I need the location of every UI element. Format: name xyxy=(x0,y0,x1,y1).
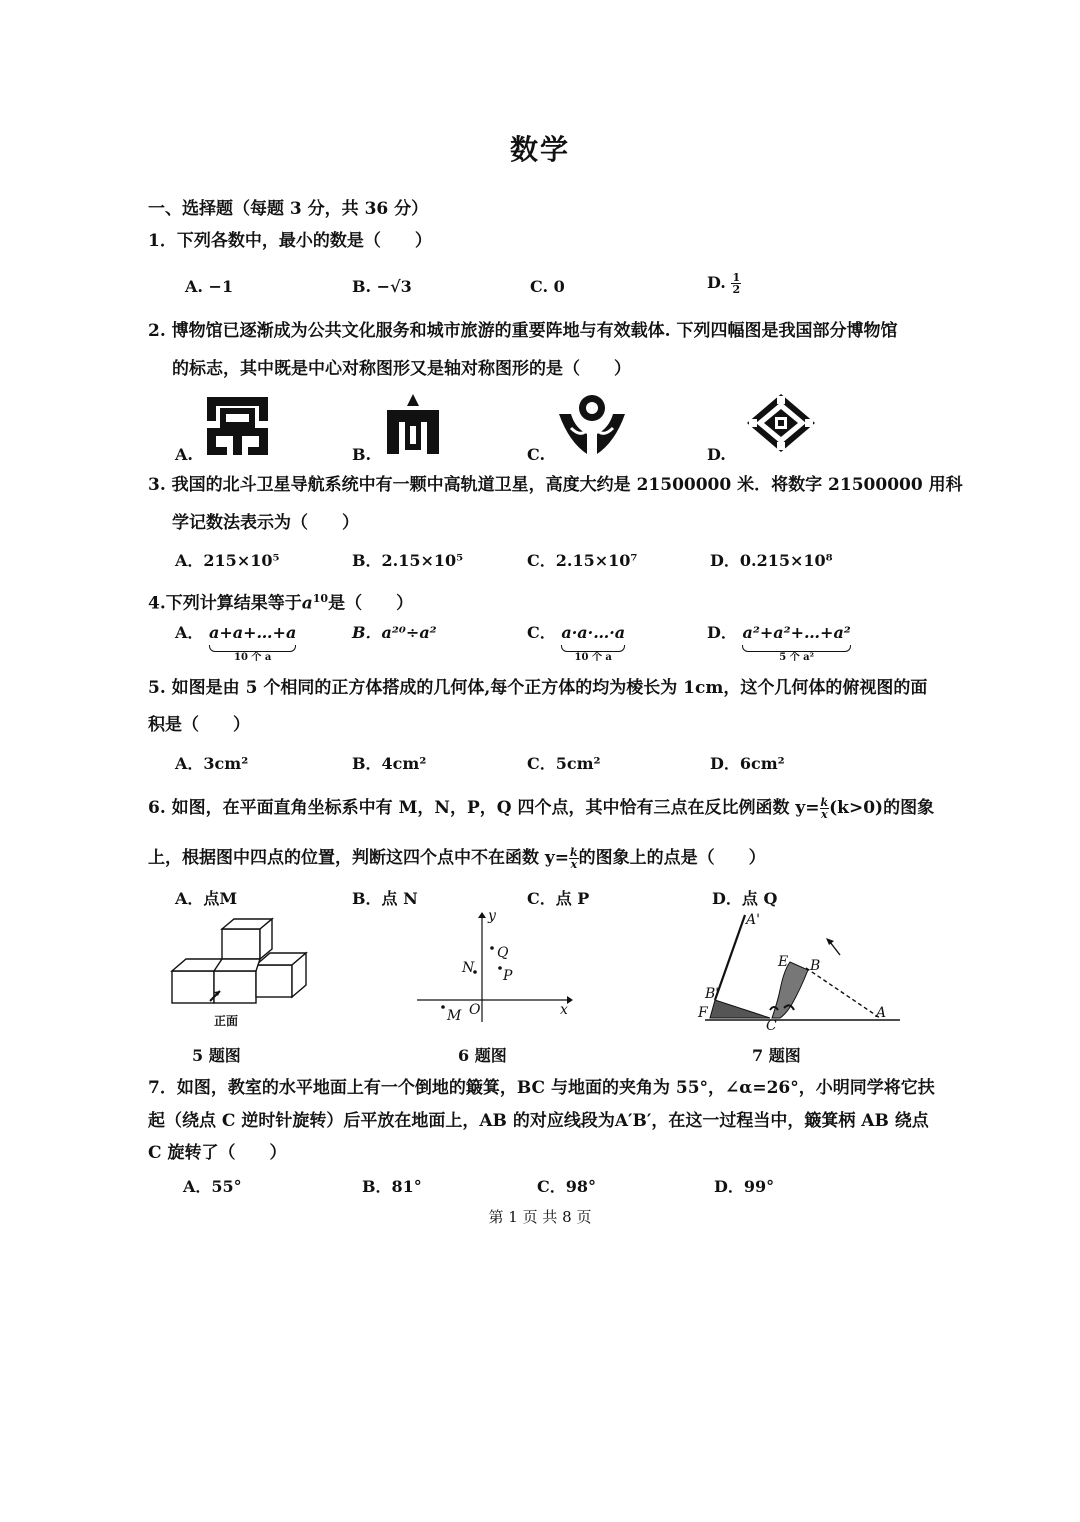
question-7-line-1: 7．如图，教室的水平地面上有一个倒地的簸箕，BC 与地面的夹角为 55°，∠α=26°，小明同学将它扶 xyxy=(148,1078,935,1098)
q4-c-label: C． xyxy=(527,623,556,642)
q3-option-c: C．2.15×10⁷ xyxy=(527,551,638,570)
q5-option-c: C．5cm² xyxy=(527,754,601,773)
figure-5-front-label: 正面 xyxy=(214,1014,239,1028)
q7-option-b: B．81° xyxy=(362,1177,422,1196)
question-6-line-1 xyxy=(148,797,948,820)
question-5-line-2: 积是（ ） xyxy=(148,715,250,735)
q2-option-d: D. xyxy=(707,445,726,464)
q6-line1-suffix: (k>0)的图象 xyxy=(829,798,935,818)
q4-option-d xyxy=(707,622,851,664)
q2-option-c: C. xyxy=(527,445,546,464)
q4-d-subscript: 5 个 a² xyxy=(779,652,815,663)
q4-option-a xyxy=(175,622,296,664)
point-p xyxy=(498,966,502,970)
fig6-origin-label: O xyxy=(469,1002,481,1018)
question-1-stem: 1．下列各数中，最小的数是（ ） xyxy=(148,231,432,251)
q4-c-expression: a·a·…·a xyxy=(561,623,626,642)
fig7-point-a-label: A xyxy=(876,1005,887,1021)
q6-line2-prefix: 上，根据图中四点的位置，判断这四个点中不在函数 y= xyxy=(148,848,570,868)
q6-line1-denominator: x xyxy=(821,808,828,821)
q6-line1-prefix: 6. 如图，在平面直角坐标系中有 M，N，P，Q 四个点，其中恰有三点在反比例函数 y= xyxy=(148,798,820,818)
museum-logo-d xyxy=(745,392,817,454)
q1-option-c: C. 0 xyxy=(530,277,565,296)
q6-line1-fraction xyxy=(820,797,830,820)
q3-option-d: D．0.215×10⁸ xyxy=(710,551,833,570)
figure-5-caption: 5 题图 xyxy=(192,1046,241,1065)
q1-option-d-fraction xyxy=(731,272,741,295)
figure-7-dustpan xyxy=(700,910,905,1025)
fig7-point-e-label: E xyxy=(778,954,789,970)
q4-c-subscript: 10 个 a xyxy=(574,652,612,663)
q6-line2-numerator: k xyxy=(570,846,578,859)
point-q xyxy=(490,946,494,950)
fig6-point-p-label: P xyxy=(503,968,513,984)
question-4-stem xyxy=(148,588,948,615)
q1-option-d-label: D. xyxy=(707,273,726,292)
q6-line1-numerator: k xyxy=(820,796,829,809)
q4-a-expression: a+a+…+a xyxy=(209,623,297,642)
q6-option-d: D．点 Q xyxy=(712,889,778,908)
question-7-line-3: C 旋转了（ ） xyxy=(148,1143,287,1163)
fig7-point-b-label: B xyxy=(810,958,821,974)
q7-option-c: C．98° xyxy=(537,1177,597,1196)
q5-option-b: B．4cm² xyxy=(352,754,427,773)
q1-option-b: B. −√3 xyxy=(352,277,412,296)
q4-stem-variable: a xyxy=(301,593,313,614)
figure-6-coordinate-plane xyxy=(415,910,575,1025)
question-6-line-2 xyxy=(148,847,948,870)
page-title: 数学 xyxy=(509,133,570,166)
figure-7-caption: 7 题图 xyxy=(752,1046,801,1065)
q4-option-c xyxy=(527,622,625,664)
q4-d-label: D． xyxy=(707,623,737,642)
fig6-point-m-label: M xyxy=(447,1008,462,1024)
museum-logo-c xyxy=(557,392,627,457)
q5-option-d: D．6cm² xyxy=(710,754,785,773)
q6-line2-denominator: x xyxy=(570,858,578,871)
q1-option-a: A. −1 xyxy=(185,277,234,296)
q6-option-c: C．点 P xyxy=(527,889,590,908)
fig7-point-c-label: C xyxy=(766,1018,777,1034)
fig6-point-q-label: Q xyxy=(497,945,509,961)
fig6-y-axis-label: y xyxy=(488,908,496,924)
q6-option-b: B．点 N xyxy=(352,889,418,908)
figure-6-caption: 6 题图 xyxy=(458,1046,507,1065)
q5-option-a: A．3cm² xyxy=(175,754,249,773)
q3-option-b: B．2.15×10⁵ xyxy=(352,551,464,570)
question-7-line-2: 起（绕点 C 逆时针旋转）后平放在地面上，AB 的对应线段为A′B′，在这一过程当中，簸箕柄 AB 绕点 xyxy=(148,1111,929,1131)
q1-d-denominator: 2 xyxy=(732,283,741,296)
q4-option-b: B．a²⁰÷a² xyxy=(352,623,437,642)
q2-option-b: B. xyxy=(352,445,372,464)
question-3-line-1: 3. 我国的北斗卫星导航系统中有一颗中高轨道卫星，高度大约是 21500000 米．将数字 21500000 用科 xyxy=(148,475,963,495)
question-3-line-2: 学记数法表示为（ ） xyxy=(172,513,359,533)
q7-option-d: D．99° xyxy=(714,1177,775,1196)
point-m xyxy=(441,1005,445,1009)
fig6-x-axis-label: x xyxy=(560,1002,568,1018)
q1-option-d xyxy=(707,272,741,295)
fig6-point-n-label: N xyxy=(462,960,475,976)
fig7-point-a-prime-label: A' xyxy=(746,912,760,928)
q6-option-a: A．点M xyxy=(175,889,238,908)
museum-logo-a xyxy=(205,395,270,457)
q2-option-a: A. xyxy=(175,445,193,464)
q4-stem-exponent: 10 xyxy=(312,592,329,605)
q4-a-subscript: 10 个 a xyxy=(233,652,272,663)
q7-option-a: A．55° xyxy=(183,1177,242,1196)
fig7-point-b-prime-label: B' xyxy=(705,986,720,1002)
q1-d-numerator: 1 xyxy=(732,271,741,284)
question-2-line-2: 的标志，其中既是中心对称图形又是轴对称图形的是（ ） xyxy=(172,359,631,379)
section-heading: 一、选择题（每题 3 分，共 36 分） xyxy=(148,199,429,219)
q4-stem-prefix: 4.下列计算结果等于 xyxy=(148,593,302,614)
fig7-point-f-label: F xyxy=(698,1005,708,1021)
question-5-line-1: 5. 如图是由 5 个相同的正方体搭成的几何体,每个正方体的均为棱长为 1cm，这个几何体的俯视图的面 xyxy=(148,678,928,698)
question-2-line-1: 2. 博物馆已逐渐成为公共文化服务和城市旅游的重要阵地与有效载体. 下列四幅图是我国部分博物馆 xyxy=(148,321,898,341)
q6-line2-suffix: 的图象上的点是（ ） xyxy=(578,848,766,868)
q4-a-label: A． xyxy=(175,623,204,642)
figure-5-cubes xyxy=(170,915,315,1010)
q4-stem-suffix: 是（ ） xyxy=(328,593,414,614)
q3-option-a: A．215×10⁵ xyxy=(175,551,280,570)
q4-d-expression: a²+a²+…+a² xyxy=(742,623,851,642)
page-footer: 第 1 页 共 8 页 xyxy=(488,1208,592,1226)
museum-logo-b xyxy=(383,392,443,457)
q6-line2-fraction xyxy=(569,847,579,870)
